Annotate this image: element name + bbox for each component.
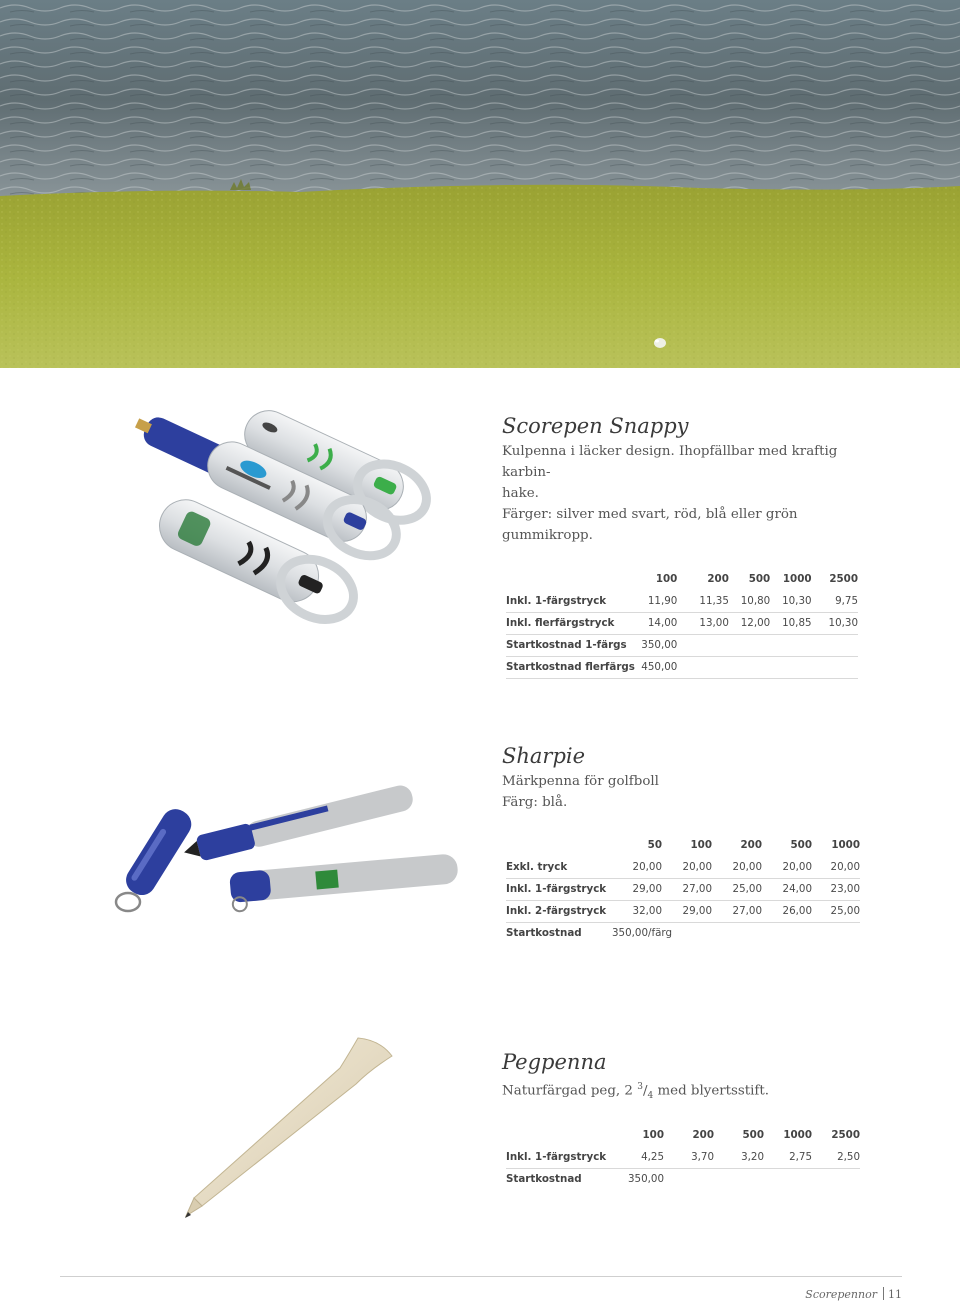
fraction-slash: / bbox=[642, 1083, 648, 1099]
quantity-header: 50 bbox=[647, 839, 662, 851]
quantity-header: 100 bbox=[642, 1129, 664, 1142]
price-cell: 4,25 bbox=[616, 1146, 664, 1168]
quantity-header: 200 bbox=[692, 1129, 714, 1142]
price-cell: 20,00 bbox=[612, 856, 662, 878]
table-row bbox=[506, 634, 858, 656]
quantity-header: 100 bbox=[655, 573, 678, 585]
quantity-header: 2500 bbox=[831, 1129, 860, 1142]
price-cell: 20,00 bbox=[762, 856, 812, 878]
quantity-header: 500 bbox=[748, 573, 771, 585]
sharpie-title: Sharpie bbox=[502, 744, 586, 768]
sharpie-section bbox=[502, 743, 870, 944]
quantity-header: 2500 bbox=[829, 573, 858, 585]
snappy-section bbox=[502, 413, 870, 679]
price-cell: 11,90 bbox=[635, 590, 677, 612]
price-cell: 10,85 bbox=[770, 612, 811, 634]
price-cell: 32,00 bbox=[612, 900, 662, 922]
pegpenna-desc-text: med blyertsstift. bbox=[653, 1083, 770, 1099]
row-label: Inkl. flerfärgstryck bbox=[506, 612, 635, 634]
page-number: 11 bbox=[888, 1288, 902, 1301]
row-label: Startkostnad bbox=[506, 927, 582, 940]
price-cell: 20,00 bbox=[712, 856, 762, 878]
price-cell: 14,00 bbox=[635, 612, 677, 634]
table-row bbox=[506, 612, 858, 634]
table-row bbox=[506, 1168, 860, 1190]
row-label: Startkostnad 1-färgs bbox=[506, 634, 635, 656]
price-cell: 24,00 bbox=[762, 878, 812, 900]
footer-section-name: Scorepennor bbox=[805, 1288, 877, 1301]
sharpie-price-table bbox=[506, 834, 860, 944]
price-cell: 2,75 bbox=[764, 1146, 812, 1168]
fraction-denominator: 4 bbox=[647, 1091, 654, 1102]
snappy-title: Scorepen Snappy bbox=[502, 414, 689, 438]
price-cell: 350,00 bbox=[627, 1173, 664, 1186]
fraction-numerator: 3 bbox=[637, 1082, 643, 1092]
row-label: Inkl. 1-färgstryck bbox=[506, 878, 612, 900]
price-cell: 26,00 bbox=[762, 900, 812, 922]
quantity-header: 1000 bbox=[831, 839, 860, 851]
pegpenna-image bbox=[170, 1030, 410, 1230]
snappy-description bbox=[502, 441, 870, 546]
sharpie-markers-image bbox=[110, 780, 470, 920]
quantity-header: 1000 bbox=[783, 1129, 812, 1142]
snappy-desc-line: Färger: silver med svart, röd, blå eller grön gummikropp. bbox=[502, 507, 798, 543]
price-cell: 10,80 bbox=[729, 590, 770, 612]
footer-separator bbox=[883, 1287, 884, 1300]
table-row bbox=[506, 878, 860, 900]
row-label: Startkostnad flerfärgs bbox=[506, 656, 635, 678]
table-header-row bbox=[506, 834, 860, 856]
price-cell: 27,00 bbox=[662, 878, 712, 900]
price-cell: 29,00 bbox=[662, 900, 712, 922]
pegpenna-desc-text: Naturfärgad peg, 2 bbox=[502, 1083, 638, 1099]
quantity-header: 200 bbox=[740, 839, 762, 851]
price-cell: 23,00 bbox=[812, 878, 860, 900]
quantity-header: 200 bbox=[707, 573, 729, 585]
table-row bbox=[506, 900, 860, 922]
price-cell: 29,00 bbox=[612, 878, 662, 900]
price-cell: 2,50 bbox=[812, 1146, 860, 1168]
snappy-desc-line: Kulpenna i läcker design. Ihopfällbar med kraftig karbin- bbox=[502, 444, 838, 480]
table-header-row bbox=[506, 568, 858, 590]
price-cell: 3,20 bbox=[714, 1146, 764, 1168]
sharpie-description bbox=[502, 771, 870, 813]
table-row bbox=[506, 590, 858, 612]
snappy-pens-image bbox=[110, 395, 480, 635]
pegpenna-title: Pegpenna bbox=[502, 1050, 607, 1074]
table-header-row bbox=[506, 1124, 860, 1146]
row-label: Startkostnad bbox=[506, 1173, 582, 1186]
row-label: Inkl. 2-färgstryck bbox=[506, 900, 612, 922]
row-label: Inkl. 1-färgstryck bbox=[506, 1146, 616, 1168]
table-row bbox=[506, 1146, 860, 1168]
quantity-header: 500 bbox=[790, 839, 812, 851]
price-cell: 10,30 bbox=[812, 612, 858, 634]
price-cell: 20,00 bbox=[812, 856, 860, 878]
price-cell: 25,00 bbox=[712, 878, 762, 900]
snappy-desc-line: hake. bbox=[502, 486, 539, 501]
row-label: Inkl. 1-färgstryck bbox=[506, 590, 635, 612]
price-cell: 9,75 bbox=[812, 590, 858, 612]
price-cell: 350,00 bbox=[635, 634, 677, 656]
sharpie-desc-line: Märkpenna för golfboll bbox=[502, 774, 659, 789]
quantity-header: 1000 bbox=[782, 573, 812, 585]
row-label: Exkl. tryck bbox=[506, 856, 612, 878]
quantity-header: 500 bbox=[742, 1129, 764, 1142]
price-cell: 3,70 bbox=[664, 1146, 714, 1168]
pegpenna-description bbox=[502, 1077, 870, 1107]
price-cell: 27,00 bbox=[712, 900, 762, 922]
pegpenna-price-table bbox=[506, 1124, 860, 1190]
table-row bbox=[506, 656, 858, 678]
price-cell: 25,00 bbox=[812, 900, 860, 922]
price-cell: 10,30 bbox=[770, 590, 811, 612]
price-cell: 12,00 bbox=[729, 612, 770, 634]
price-cell: 13,00 bbox=[677, 612, 729, 634]
price-cell: 450,00 bbox=[635, 656, 677, 678]
quantity-header: 100 bbox=[690, 839, 712, 851]
pegpenna-section bbox=[502, 1049, 870, 1190]
sharpie-desc-line: Färg: blå. bbox=[502, 795, 568, 810]
price-cell: 11,35 bbox=[677, 590, 729, 612]
footer-divider bbox=[60, 1276, 902, 1277]
hero-photo bbox=[0, 0, 960, 368]
price-cell: 350,00/färg bbox=[612, 927, 673, 940]
table-row bbox=[506, 922, 860, 944]
page-footer bbox=[805, 1287, 902, 1301]
table-row bbox=[506, 856, 860, 878]
snappy-price-table bbox=[506, 568, 858, 679]
price-cell: 20,00 bbox=[662, 856, 712, 878]
